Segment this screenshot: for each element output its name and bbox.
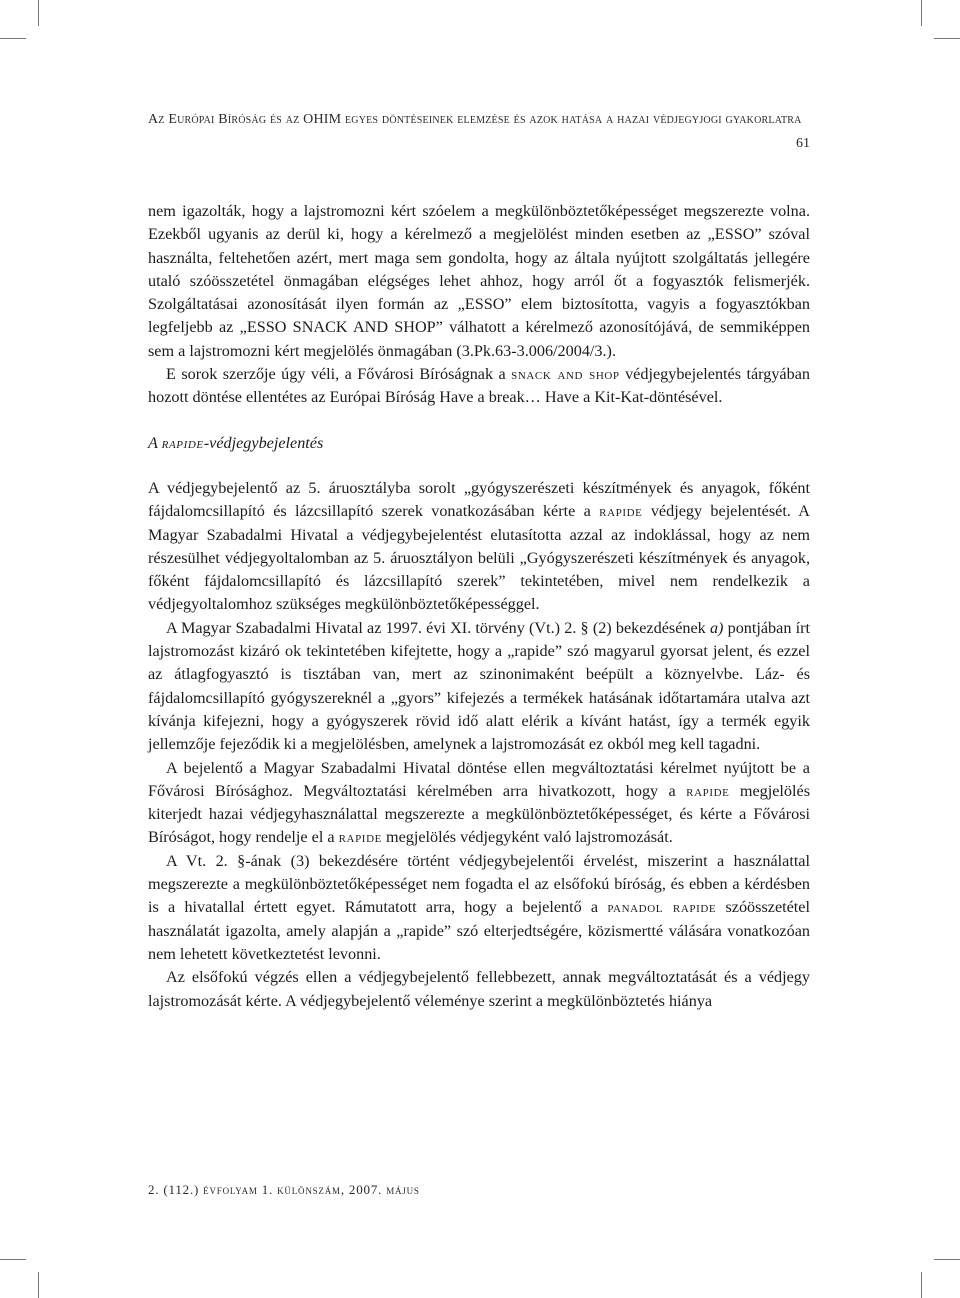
trademark-rapide: rapide	[599, 502, 643, 521]
trademark-rapide: rapide	[686, 781, 730, 800]
crop-mark-top-right-v	[921, 0, 922, 26]
trademark-panadol-rapide: panadol rapide	[607, 898, 717, 917]
crop-mark-bottom-left-v	[38, 1272, 39, 1298]
crop-mark-bottom-right-v	[921, 1272, 922, 1298]
running-head: Az Európai Bíróság és az OHIM egyes döntéseinek elemzése és azok hatása a hazai védjegyjogi gyakorlatra	[148, 112, 802, 127]
trademark-snack-and-shop: snack and shop	[511, 365, 620, 384]
paragraph-2: E sorok szerzője úgy véli, a Fővárosi Bíróságnak a snack and shop védjegybejelentés tárgyában hozott döntése ellentétes az Európai Bíróság Have a break… Have a Kit-Kat-döntésével.	[148, 365, 810, 407]
crop-mark-bottom-right-h	[934, 1259, 960, 1260]
crop-mark-bottom-left-h	[0, 1259, 26, 1260]
issue-footer: 2. (112.) évfolyam 1. különszám, 2007. május	[148, 1182, 420, 1197]
paragraph-1: nem igazolták, hogy a lajstromozni kért szóelem a megkülönböztetőképességet megszerezte volna. Ezekből ugyanis az derül ki, hogy a kérelmező a megjelölést minden esetben az „ESSO” szóval használta, feltehetően azért, mert maga sem gondolta, hogy az általa nyújtott szolgáltatás jellegére utaló szóösszetétel önmagában elégséges lehet ahhoz, hogy arról őt a fogyasztók felismerjék. Szolgáltatásai azonosítását ilyen formán az „ESSO” elem biztosította, vagyis a fogyasztókban legfeljebb az „ESSO SNACK AND SHOP” válhatott a kérelmező azonosítójává, de semmiképpen sem a lajstromozni kért megjelölés önmagában (3.Pk.63-3.006/2004/3.).	[148, 202, 810, 360]
paragraph-5: A bejelentő a Magyar Szabadalmi Hivatal döntése ellen megváltoztatási kérelmet nyújtott be a Fővárosi Bírósághoz. Megváltoztatási kérelmében arra hivatkozott, hogy a rapide megjelölés kiterjedt hazai védjegyhasználattal megszerezte a megkülönböztetőképességet, és kérte a Fővárosi Bíróságot, hogy rendelje el a rapide megjelölés védjegyként való lajstromozását.	[148, 758, 810, 847]
page-number: 61	[796, 136, 810, 151]
paragraph-3: A védjegybejelentő az 5. áruosztályba sorolt „gyógyszerészeti készítmények és anyagok, főként fájdalomcsillapító és lázcsillapító szerek vonatkozásában kérte a rapide védjegy bejelentését. A Magyar Szabadalmi Hivatal a védjegybejelentést elutasította azzal az indoklással, hogy az nem részesülhet védjegyoltalomban az 5. áruosztályon belüli „Gyógyszerészeti készítmények és anyagok, főként fájdalomcsillapító és lázcsillapító szerek” tekintetében, mivel nem rendelkezik a védjegyoltalomhoz szükséges megkülönböztetőképességgel.	[148, 478, 810, 614]
crop-mark-top-left-v	[38, 0, 39, 26]
article-body	[148, 200, 810, 1013]
trademark-rapide: rapide	[338, 828, 382, 847]
section-heading: A rapide-védjegybejelentés	[148, 433, 324, 452]
paragraph-7: Az elsőfokú végzés ellen a védjegybejelentő fellebbezett, annak megváltoztatását és a védjegy lajstromozását kérte. A védjegybejelentő véleménye szerint a megkülönböztetés hiánya	[148, 968, 810, 1010]
paragraph-4: A Magyar Szabadalmi Hivatal az 1997. évi XI. törvény (Vt.) 2. § (2) bekezdésének a) pontjában írt lajstromozást kizáró ok tekintetében kifejtette, hogy a „rapide” szó magyarul gyorsat jelent, és ezzel az átlagfogyasztó is tisztában van, mert az szinonimaként beépült a köznyelvbe. Láz- és fájdalomcsillapító gyógyszereknél a „gyors” kifejezés a termékek hatásának időtartamára utalva azt kívánja kifejezni, hogy a gyógyszerek rövid idő alatt elérik a kívánt hatást, így a termék egyik jellemzője fejeződik ki a megjelölésben, amelynek a lajstromozását ez okból meg kell tagadni.	[148, 618, 810, 754]
paragraph-6: A Vt. 2. §-ának (3) bekezdésére történt védjegybejelentői érvelést, miszerint a használattal megszerezte a megkülönböztetőképességet nem fogadta el az elsőfokú bíróság, és ebben a kérdésben is a hivatallal értett egyet. Rámutatott arra, hogy a bejelentő a panadol rapide szóösszetétel használatát igazolta, amely alapján a „rapide” szó elterjedtségére, közismertté válására vonatkozóan nem lehetett következtetést levonni.	[148, 851, 810, 963]
point-a-italic: a)	[709, 618, 724, 637]
crop-mark-top-right-h	[934, 38, 960, 39]
crop-mark-top-left-h	[0, 38, 26, 39]
heading-trademark-rapide: rapide	[161, 433, 204, 452]
